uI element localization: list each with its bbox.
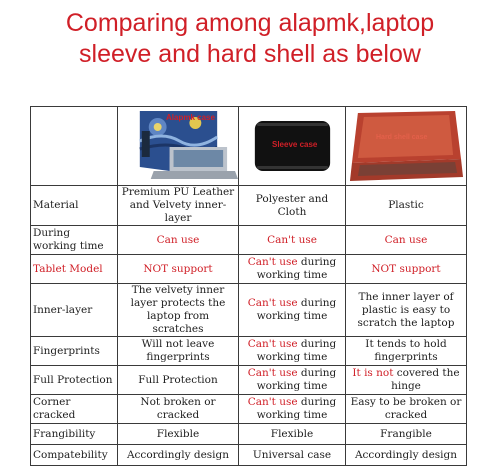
alapmk-case-label: Alapmk case bbox=[166, 113, 215, 122]
hard-shell-case-label: Hard shell case bbox=[376, 134, 428, 141]
sleeve-value bbox=[239, 337, 346, 366]
sleeve-value-red: Can't use bbox=[247, 338, 298, 350]
table-row bbox=[31, 366, 467, 395]
hard-shell-value: Accordingly design bbox=[346, 445, 467, 466]
table-row bbox=[31, 337, 467, 366]
sleeve-case-image bbox=[239, 107, 346, 186]
row-label: Frangibility bbox=[31, 424, 118, 445]
row-label: During working time bbox=[31, 226, 118, 255]
sleeve-case-label: Sleeve case bbox=[272, 140, 318, 149]
sleeve-value-red: Can't use bbox=[247, 297, 298, 309]
sleeve-value bbox=[239, 255, 346, 284]
table-row bbox=[31, 424, 467, 445]
row-label: Corner cracked bbox=[31, 395, 118, 424]
table-row bbox=[31, 445, 467, 466]
sleeve-value: Flexible bbox=[239, 424, 346, 445]
hard-shell-case-picture bbox=[346, 107, 466, 185]
sleeve-value-rest: during working time bbox=[256, 367, 337, 392]
row-label: Full Protection bbox=[31, 366, 118, 395]
sleeve-value: Universal case bbox=[239, 445, 346, 466]
sleeve-value-rest: during working time bbox=[256, 297, 337, 322]
table-row bbox=[31, 395, 467, 424]
sleeve-value bbox=[239, 366, 346, 395]
hard-shell-value: Frangible bbox=[346, 424, 467, 445]
sleeve-value bbox=[239, 395, 346, 424]
comparison-table bbox=[30, 106, 467, 466]
hard-shell-value-rest: covered the hinge bbox=[391, 367, 460, 392]
sleeve-value-rest: during working time bbox=[256, 256, 337, 281]
table-row bbox=[31, 284, 467, 337]
alapmk-value: Flexible bbox=[118, 424, 239, 445]
alapmk-value: Accordingly design bbox=[118, 445, 239, 466]
hard-shell-value: It tends to hold fingerprints bbox=[346, 337, 467, 366]
image-row bbox=[31, 107, 467, 186]
hard-shell-value: Easy to be broken or cracked bbox=[346, 395, 467, 424]
alapmk-value: Not broken or cracked bbox=[118, 395, 239, 424]
sleeve-value-red: Can't use bbox=[247, 256, 298, 268]
hard-shell-value bbox=[346, 366, 467, 395]
row-label: Fingerprints bbox=[31, 337, 118, 366]
sleeve-value-red: Can't use bbox=[247, 367, 298, 379]
sleeve-value: Polyester and Cloth bbox=[239, 186, 346, 226]
hard-shell-case-image bbox=[346, 107, 467, 186]
alapmk-case-image bbox=[118, 107, 239, 186]
sleeve-value-red: Can't use bbox=[247, 396, 298, 408]
hard-shell-value-red: It is not bbox=[352, 367, 394, 379]
sleeve-value-rest: during working time bbox=[256, 396, 337, 421]
alapmk-value: Full Protection bbox=[118, 366, 239, 395]
hard-shell-value: Plastic bbox=[346, 186, 467, 226]
table-row bbox=[31, 255, 467, 284]
image-row-empty-cell bbox=[31, 107, 118, 186]
table-row bbox=[31, 226, 467, 255]
alapmk-value: Can use bbox=[118, 226, 239, 255]
heading-line-1: Comparing among alapmk,laptop bbox=[65, 9, 435, 37]
alapmk-value: Premium PU Leather and Velvety inner-layer bbox=[118, 186, 239, 226]
sleeve-value: Can't use bbox=[239, 226, 346, 255]
row-label: Tablet Model bbox=[31, 255, 118, 284]
row-label: Inner-layer bbox=[31, 284, 118, 337]
alapmk-value: The velvety inner layer protects the laptop from scratches bbox=[118, 284, 239, 337]
alapmk-value: Will not leave fingerprints bbox=[118, 337, 239, 366]
alapmk-value: NOT support bbox=[118, 255, 239, 284]
hard-shell-value: Can use bbox=[346, 226, 467, 255]
heading-line-2: sleeve and hard shell as below bbox=[79, 40, 421, 68]
page-heading bbox=[0, 8, 500, 70]
table-row bbox=[31, 186, 467, 226]
hard-shell-value: NOT support bbox=[346, 255, 467, 284]
row-label: Material bbox=[31, 186, 118, 226]
sleeve-value-rest: during working time bbox=[256, 338, 337, 363]
sleeve-value bbox=[239, 284, 346, 337]
row-label: Compatebility bbox=[31, 445, 118, 466]
hard-shell-value: The inner layer of plastic is easy to scratch the laptop bbox=[346, 284, 467, 337]
